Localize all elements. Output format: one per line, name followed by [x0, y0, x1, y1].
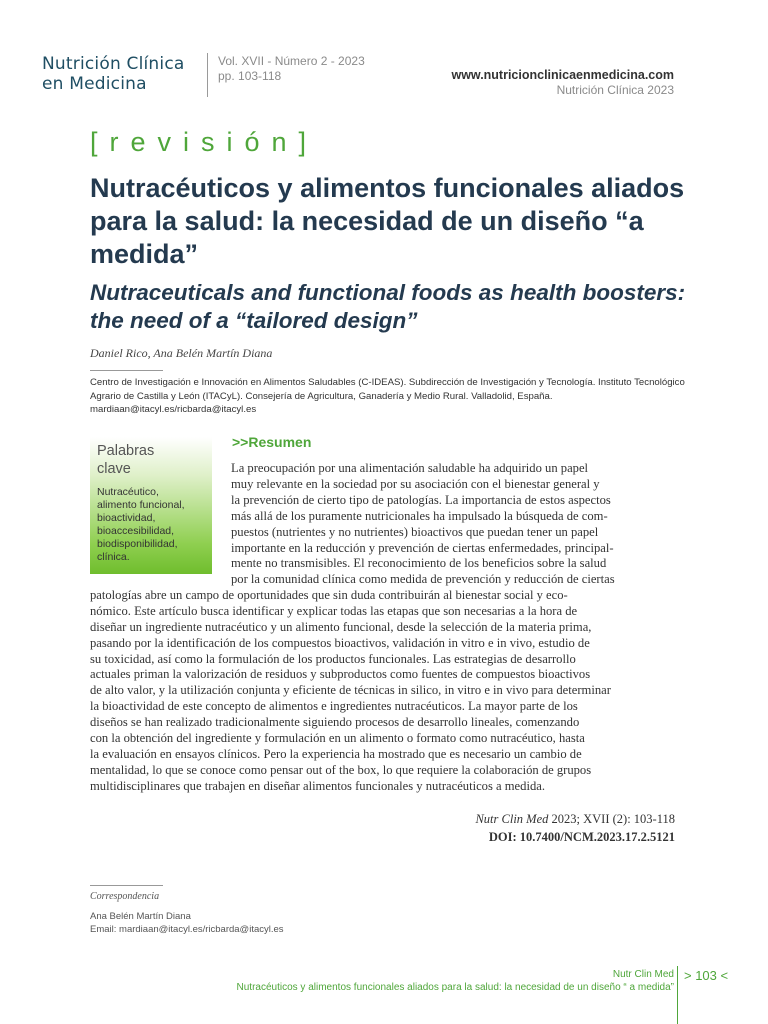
journal-name-line2: en Medicina [42, 74, 147, 94]
footer-running-head [237, 968, 674, 994]
article-title-english: Nutraceuticals and functional foods as health boosters: the need of a “tailored design” [90, 280, 686, 333]
affiliation: Centro de Investigación e Innovación en Alimentos Saludables (C-IDEAS). Subdirección de Investigación y Tecnología. Instituto Tecnológico Agrario de Castilla y León (ITACyL). Consejería de Agricultura, Ganadería y Medio Rural. Valladolid, España. mardiaan@itacyl.es/ricbarda@itacyl.es [90, 377, 685, 415]
abstract-line: La preocupación por una alimentación saludable ha adquirido un papel [231, 461, 589, 475]
keywords-title [97, 442, 154, 478]
abstract-line: nómico. Este artículo busca identificar y explicar todas las etapas que son necesarias a la hora de [90, 603, 578, 618]
journal-name [42, 54, 185, 94]
website-link[interactable]: www.nutricionclinicaenmedicina.com [451, 68, 674, 82]
abstract-line: mentalidad, lo que se conoce como pensar out of the box, lo que requiere la colaboración de grupos [90, 762, 592, 777]
abstract-line: actuales priman la valorización de residuos y subproductos como fuentes de compuestos bioactivos [90, 667, 591, 682]
abstract-line: pasando por la identificación de los compuestos bioactivos, validación in vitro e in vivo, estudio de [90, 635, 590, 650]
abstract-heading: >>Resumen [232, 434, 312, 450]
footer-journal: Nutr Clin Med [612, 969, 674, 980]
doi-link[interactable]: DOI: 10.7400/NCM.2023.17.2.5121 [488, 830, 675, 844]
abstract-line: diseñar un ingrediente nutracéutico y un alimento funcional, desde la selección de la materia prima, [90, 619, 592, 634]
abstract-line: mente no transmisibles. El reconocimiento de los beneficios sobre la salud [231, 556, 607, 571]
abstract-line: diseños se han realizado tradicionalmente siguiendo procesos de desarrollo lineales, comenzando [90, 715, 580, 730]
correspondence-label: Correspondencia [90, 891, 160, 902]
abstract-line: patologías abre un campo de oportunidades que sin duda contribuirán al bienestar social y eco- [90, 587, 568, 602]
correspondence-rule [90, 885, 163, 886]
keywords-list [97, 486, 209, 564]
abstract-line: con la obtención del ingrediente y formulación en un alimento o formato como nutracéutico, hasta [90, 731, 585, 746]
keyword-item: Nutracéutico, [97, 486, 159, 498]
citation-reference [475, 810, 675, 828]
authors: Daniel Rico, Ana Belén Martín Diana [90, 346, 273, 360]
citation-details: 2023; XVII (2): 103-118 [548, 812, 675, 826]
website-subtitle: Nutrición Clínica 2023 [556, 83, 674, 97]
abstract-line: la evaluación en ensayos clínicos. Pero la experiencia ha mostrado que es necesario un cambio de [90, 746, 582, 761]
abstract-line: por la comunidad clínica como medida de prevención y reducción de ciertas [231, 572, 615, 586]
keyword-item: clínica. [97, 551, 130, 563]
abstract-line: muy relevante en la sociedad por su asociación con el bienestar general y [231, 476, 600, 491]
keywords-title-line2: clave [97, 461, 131, 477]
header-divider [207, 53, 208, 97]
correspondence-email[interactable]: Email: mardiaan@itacyl.es/ricbarda@itacyl.es [90, 924, 284, 935]
abstract-line: más allá de los puramente nutricionales ha impulsado la búsqueda de com- [231, 508, 608, 523]
abstract-text-wide [90, 572, 675, 795]
abstract-line: de alto valor, y la utilización conjunta y eficiente de técnicas in silico, in vitro e in vivo para determinar [90, 683, 611, 698]
issue-pages: pp. 103-118 [218, 69, 282, 83]
abstract-line: importante en la reducción y prevención de ciertas enfermedades, principal- [231, 540, 614, 555]
section-tag: [revisión] [90, 127, 319, 157]
keyword-item: biodisponibilidad, [97, 538, 178, 550]
abstract-text-narrow [231, 461, 675, 572]
abstract-line: la prevención de cierto tipo de patologías. La importancia de estos aspectos [231, 492, 611, 507]
header-website-block [451, 68, 674, 98]
keyword-item: alimento funcional, [97, 499, 185, 511]
abstract-line: su toxicidad, así como la formulación de los productos funcionales. Las estrategias de desarrollo [90, 651, 576, 666]
citation-journal: Nutr Clin Med [475, 812, 549, 826]
abstract-line: la bioactividad de este concepto de alimentos e ingredientes nutracéuticos. La mayor parte de los [90, 699, 578, 714]
keyword-item: bioactividad, [97, 512, 156, 524]
abstract-line: puestos (nutrientes y no nutrientes) bioactivos que puedan tener un papel [231, 524, 599, 539]
article-title-spanish: Nutracéuticos y alimentos funcionales aliados para la salud: la necesidad de un diseño “a medida” [90, 173, 685, 269]
correspondence-details [90, 910, 284, 936]
abstract-line: multidisciplinares que trabajen en diseñar alimentos funcionales y nutracéuticos a medida. [90, 778, 545, 793]
keyword-item: bioaccesibilidad, [97, 525, 175, 537]
citation-block [475, 810, 675, 846]
correspondence-name: Ana Belén Martín Diana [90, 911, 191, 922]
journal-name-line1: Nutrición Clínica [42, 54, 185, 74]
issue-volume: Vol. XVII - Número 2 - 2023 [218, 54, 365, 68]
page-number: > 103 < [684, 968, 729, 983]
footer-running-title: Nutracéuticos y alimentos funcionales aliados para la salud: la necesidad de un diseño “ a medida” [236, 982, 674, 993]
footer-divider [677, 966, 678, 1024]
keywords-title-line1: Palabras [97, 443, 155, 459]
affiliation-rule [90, 370, 163, 371]
issue-info [218, 54, 365, 84]
